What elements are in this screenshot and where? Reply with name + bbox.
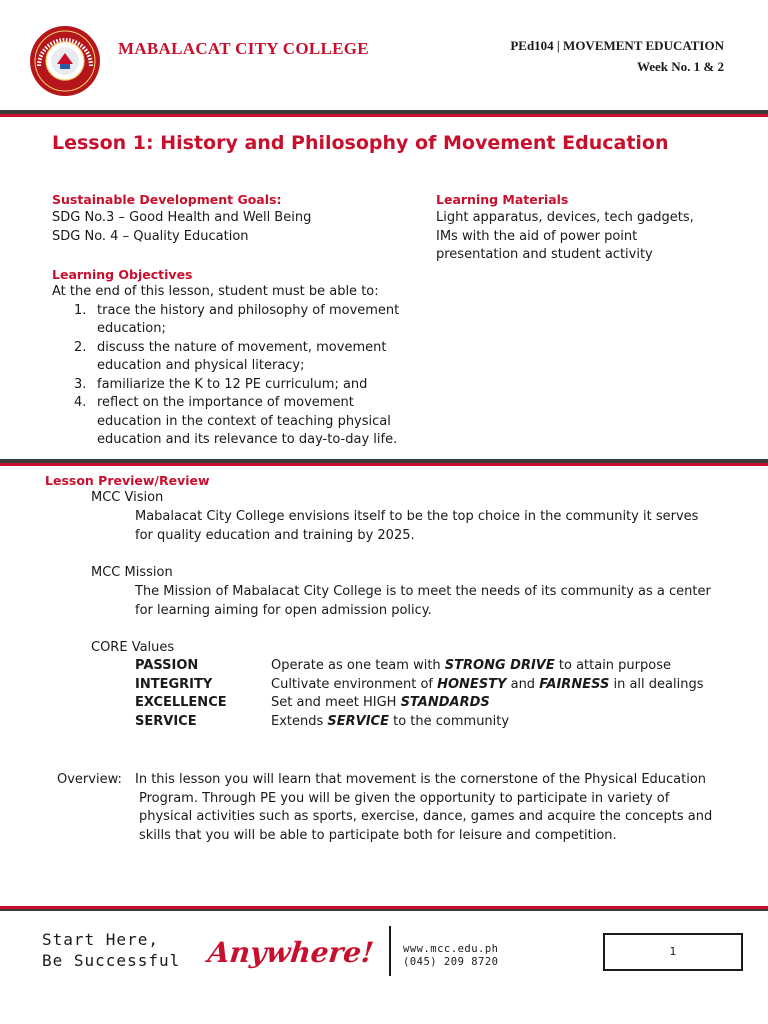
slogan-accent: Anywhere! <box>206 936 376 969</box>
overview-line: physical activities such as sports, exercise, dance, games and acquire the concepts and <box>139 809 713 824</box>
objective-line: trace the history and philosophy of movement <box>97 302 400 318</box>
objective-item <box>52 302 432 339</box>
sdg-list <box>52 209 311 246</box>
core-value-desc: Set and meet HIGH STANDARDS <box>271 695 490 710</box>
objectives-block <box>52 283 432 450</box>
section-divider <box>0 459 768 466</box>
materials-line: IMs with the aid of power point <box>436 228 638 244</box>
vision-line: Mabalacat City College envisions itself to be the top choice in the community it serves <box>135 509 699 524</box>
vision-text <box>135 508 698 545</box>
objective-number: 1. <box>74 302 87 318</box>
objectives-list <box>52 302 432 450</box>
core-value-key: PASSION <box>135 658 199 673</box>
header-divider <box>0 110 768 117</box>
objective-line: education in the context of teaching physical <box>97 413 391 429</box>
objective-line: education and physical literacy; <box>97 358 305 373</box>
college-name: MABALACAT CITY COLLEGE <box>118 39 369 58</box>
overview-label: Overview: <box>57 772 122 787</box>
objective-line: education and its relevance to day-to-day life. <box>97 432 398 447</box>
vision-line: for quality education and training by 2025. <box>135 527 415 543</box>
footer-contact <box>403 943 499 969</box>
objective-number: 2. <box>74 339 87 355</box>
website-link[interactable]: www.mcc.edu.ph <box>403 943 499 955</box>
course-code: PEd104 | MOVEMENT EDUCATION <box>510 38 724 53</box>
phone-number: (045) 209 8720 <box>403 956 499 968</box>
core-value-desc: Cultivate environment of HONESTY and FAIRNESS in all dealings <box>271 677 704 692</box>
materials-line: Light apparatus, devices, tech gadgets, <box>436 210 694 225</box>
objective-line: education; <box>97 321 166 336</box>
college-seal-logo <box>30 26 100 96</box>
sdg-item: SDG No. 4 – Quality Education <box>52 228 249 244</box>
overview-line: skills that you will be able to participate both for leisure and competition. <box>139 827 617 843</box>
materials-line: presentation and student activity <box>436 247 653 262</box>
mission-label: MCC Mission <box>91 565 173 580</box>
overview-line: Program. Through PE you will be given the opportunity to participate in variety of <box>139 790 670 806</box>
objective-number: 3. <box>74 376 87 392</box>
core-value-key: SERVICE <box>135 714 197 729</box>
objective-number: 4. <box>74 395 87 410</box>
footer-slogan <box>42 929 180 971</box>
footer-divider-line <box>389 926 391 976</box>
objectives-heading: Learning Objectives <box>52 267 193 282</box>
core-value-key: EXCELLENCE <box>135 695 227 710</box>
sdg-item: SDG No.3 – Good Health and Well Being <box>52 210 312 225</box>
footer-divider <box>0 906 768 911</box>
materials-heading: Learning Materials <box>436 192 569 207</box>
core-values-label: CORE Values <box>91 640 175 655</box>
mission-text <box>135 583 711 620</box>
slogan-line: Start Here, <box>42 930 159 949</box>
overview-line: In this lesson you will learn that movement is the cornerstone of the Physical Education <box>135 772 707 787</box>
slogan-line: Be Successful <box>42 951 181 970</box>
objective-item <box>52 394 432 450</box>
week-number: Week No. 1 & 2 <box>636 59 724 74</box>
vision-label: MCC Vision <box>91 490 164 505</box>
lesson-title: Lesson 1: History and Philosophy of Movement Education <box>52 132 669 154</box>
core-value-key: INTEGRITY <box>135 677 213 692</box>
objective-line: discuss the nature of movement, movement <box>97 339 387 355</box>
sdg-heading: Sustainable Development Goals: <box>52 192 282 207</box>
mission-line: for learning aiming for open admission policy. <box>135 602 432 618</box>
objectives-intro: At the end of this lesson, student must be able to: <box>52 284 379 299</box>
objective-item <box>52 339 432 376</box>
page-number: 1 <box>669 945 677 958</box>
core-value-desc: Extends SERVICE to the community <box>271 714 510 729</box>
core-value-desc: Operate as one team with STRONG DRIVE to attain purpose <box>271 658 671 673</box>
mission-line: The Mission of Mabalacat City College is to meet the needs of its community as a center <box>135 584 711 599</box>
objective-item <box>52 376 432 395</box>
materials-text <box>436 209 694 265</box>
seal-icon <box>30 26 100 96</box>
preview-heading: Lesson Preview/Review <box>45 473 210 488</box>
page-number-box <box>603 933 743 971</box>
objective-line: familiarize the K to 12 PE curriculum; and <box>97 376 368 392</box>
overview-text <box>135 771 725 845</box>
objective-line: reflect on the importance of movement <box>97 395 354 410</box>
